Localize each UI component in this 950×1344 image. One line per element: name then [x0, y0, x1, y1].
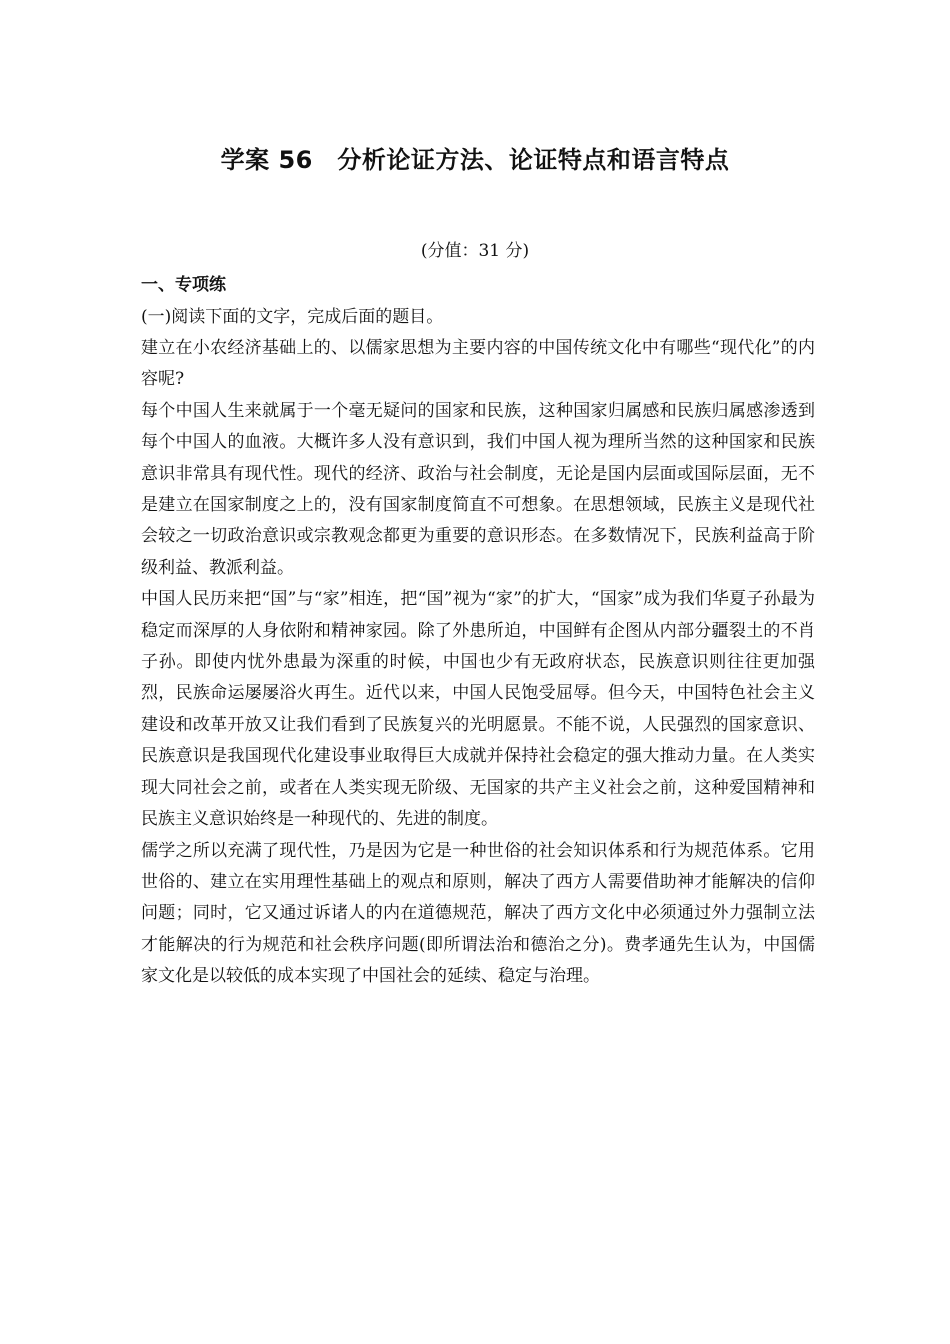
score-note: (分值：31 分) [420, 241, 530, 261]
paragraph-1: 建立在小农经济基础上的、以儒家思想为主要内容的中国传统文化中有哪些“现代化”的内容呢? [141, 338, 815, 390]
paragraph-2: 每个中国人生来就属于一个毫无疑问的国家和民族，这种国家归属感和民族归属感渗透到每个中国人的血液。大概许多人没有意识到，我们中国人视为理所当然的这种国家和民族意识非常具有现代性。现代的经济、政治与社会制度，无论是国内层面或国际层面，无不是建立在国家制度之上的，没有国家制度简直不可想象。在思想领域，民族主义是现代社会较之一切政治意识或宗教观念都更为重要的意识形态。在多数情况下，民族利益高于阶级利益、教派利益。 [141, 400, 815, 578]
paragraph-3: 中国人民历来把“国”与“家”相连，把“国”视为“家”的扩大，“国家”成为我们华夏子孙最为稳定而深厚的人身依附和精神家园。除了外患所迫，中国鲜有企图从内部分疆裂土的不肖子孙。即使内忧外患最为深重的时候，中国也少有无政府状态，民族意识则往往更加强烈，民族命运屡屡浴火再生。近代以来，中国人民饱受屈辱。但今天，中国特色社会主义建设和改革开放又让我们看到了民族复兴的光明愿景。不能不说，人民强烈的国家意识、民族意识是我国现代化建设事业取得巨大成就并保持社会稳定的强大推动力量。在人类实现大同社会之前，或者在人类实现无阶级、无国家的共产主义社会之前，这种爱国精神和民族主义意识始终是一种现代的、先进的制度。 [141, 589, 815, 830]
document-body [141, 269, 815, 993]
paragraph-4: 儒学之所以充满了现代性，乃是因为它是一种世俗的社会知识体系和行为规范体系。它用世俗的、建立在实用理性基础上的观点和原则，解决了西方人需要借助神才能解决的信仰问题；同时，它又通过诉诸人的内在道德规范，解决了西方文化中必须通过外力强制立法才能解决的行为规范和社会秩序问题(即所谓法治和德治之分)。费孝通先生认为，中国儒家文化是以较低的成本实现了中国社会的延续、稳定与治理。 [141, 840, 815, 987]
document-title: 学案 56 分析论证方法、论证特点和语言特点 [220, 146, 730, 174]
section-heading: 一、专项练 [141, 275, 226, 295]
reading-instruction: (一)阅读下面的文字，完成后面的题目。 [141, 307, 444, 327]
